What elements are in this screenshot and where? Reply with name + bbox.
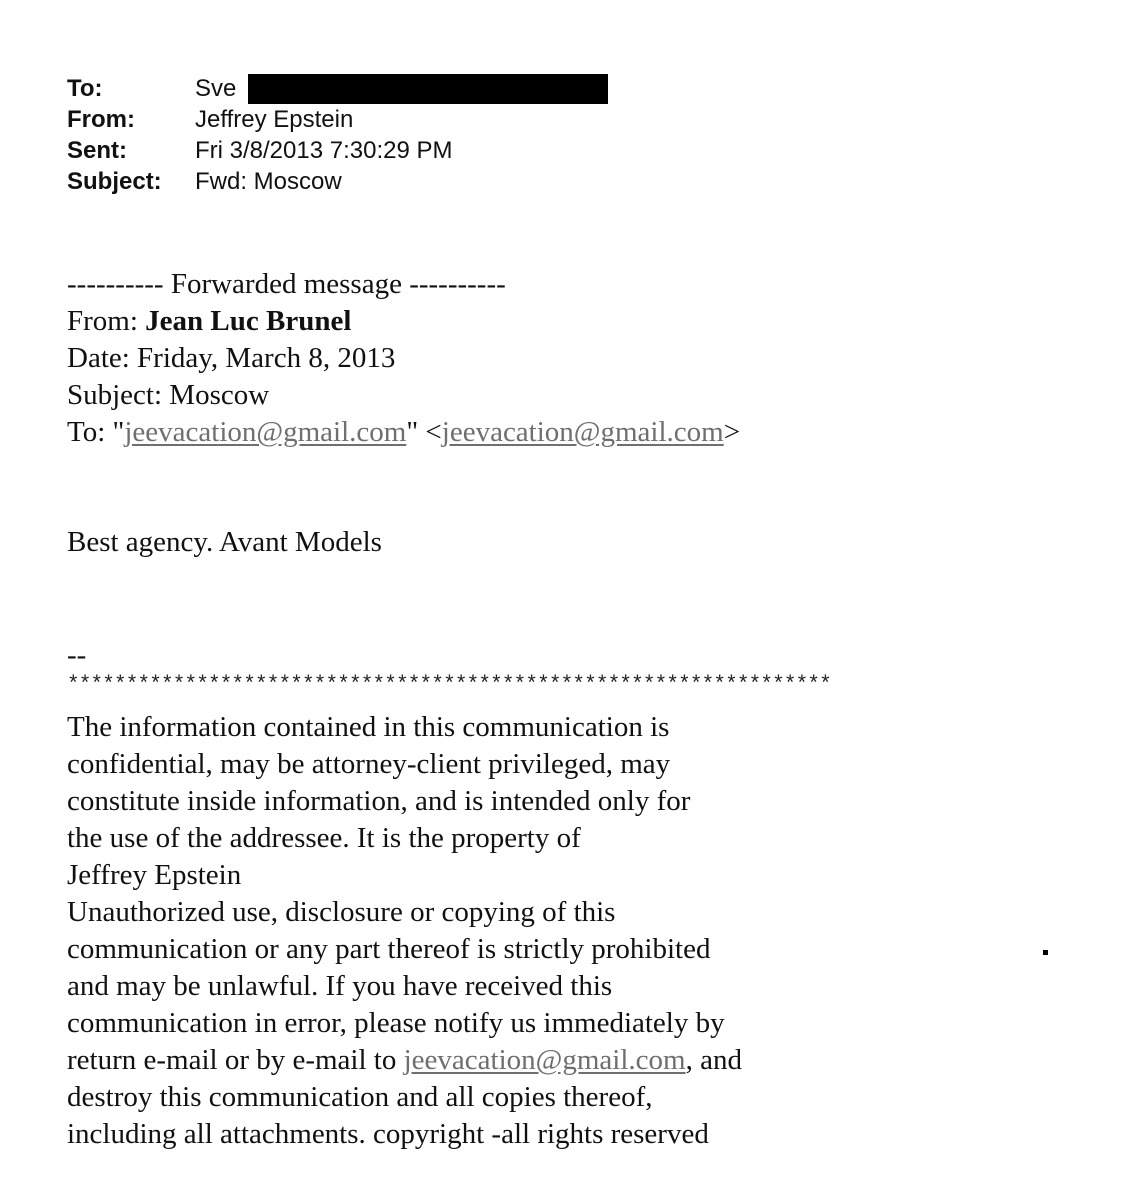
- forwarded-to-prefix: To: ": [67, 416, 125, 448]
- stray-dot: [1043, 950, 1048, 955]
- disclaimer-line: and may be unlawful. If you have received this: [67, 970, 613, 1002]
- disclaimer-line: Jeffrey Epstein: [67, 859, 242, 891]
- disclaimer-line-suffix: , and: [685, 1044, 742, 1076]
- subject-value: Fwd: Moscow: [195, 168, 342, 195]
- forwarded-to-mid: " <: [406, 416, 442, 448]
- subject-label: Subject:: [67, 168, 162, 195]
- signature-dash: --: [67, 639, 87, 671]
- email-link[interactable]: jeevacation@gmail.com: [441, 416, 724, 448]
- disclaimer-line: constitute inside information, and is intended only for: [67, 785, 691, 817]
- forwarded-subject-line: Subject: Moscow: [67, 379, 270, 411]
- from-label: From:: [67, 106, 135, 133]
- forwarded-date-line: Date: Friday, March 8, 2013: [67, 342, 396, 374]
- forwarded-from-line: [67, 303, 740, 340]
- header-from-row: [67, 104, 452, 135]
- disclaimer-line: destroy this communication and all copies thereof,: [67, 1081, 653, 1113]
- forwarded-from-label: From:: [67, 305, 146, 337]
- forwarded-message-block: [67, 266, 740, 451]
- disclaimer-line: The information contained in this communication is: [67, 711, 670, 743]
- disclaimer-line-prefix: return e-mail or by e-mail to: [67, 1044, 404, 1076]
- message-body: Best agency. Avant Models: [67, 526, 382, 558]
- disclaimer-block: [67, 709, 742, 1153]
- disclaimer-line: confidential, may be attorney-client privileged, may: [67, 748, 671, 780]
- disclaimer-line: including all attachments. copyright -all rights reserved: [67, 1118, 709, 1150]
- disclaimer-line: [67, 1042, 742, 1079]
- header-sent-row: [67, 135, 452, 166]
- forwarded-to-suffix: >: [723, 416, 741, 448]
- forwarded-separator: ---------- Forwarded message ----------: [67, 268, 506, 300]
- email-link[interactable]: jeevacation@gmail.com: [124, 416, 407, 448]
- forwarded-from-name: Jean Luc Brunel: [145, 305, 352, 337]
- email-link[interactable]: jeevacation@gmail.com: [403, 1044, 686, 1076]
- disclaimer-line: Unauthorized use, disclosure or copying of this: [67, 896, 616, 928]
- signature-stars: *****************************************************************: [67, 674, 831, 697]
- sent-value: Fri 3/8/2013 7:30:29 PM: [195, 137, 453, 164]
- disclaimer-line: the use of the addressee. It is the property of: [67, 822, 581, 854]
- to-value: Sve: [195, 75, 237, 102]
- redaction-bar: [248, 74, 608, 104]
- from-value: Jeffrey Epstein: [195, 106, 354, 133]
- sent-label: Sent:: [67, 137, 127, 164]
- header-subject-row: [67, 166, 452, 197]
- forwarded-to-line: [67, 414, 740, 451]
- to-label: To:: [67, 75, 103, 102]
- disclaimer-line: communication or any part thereof is strictly prohibited: [67, 933, 711, 965]
- disclaimer-line: communication in error, please notify us immediately by: [67, 1007, 725, 1039]
